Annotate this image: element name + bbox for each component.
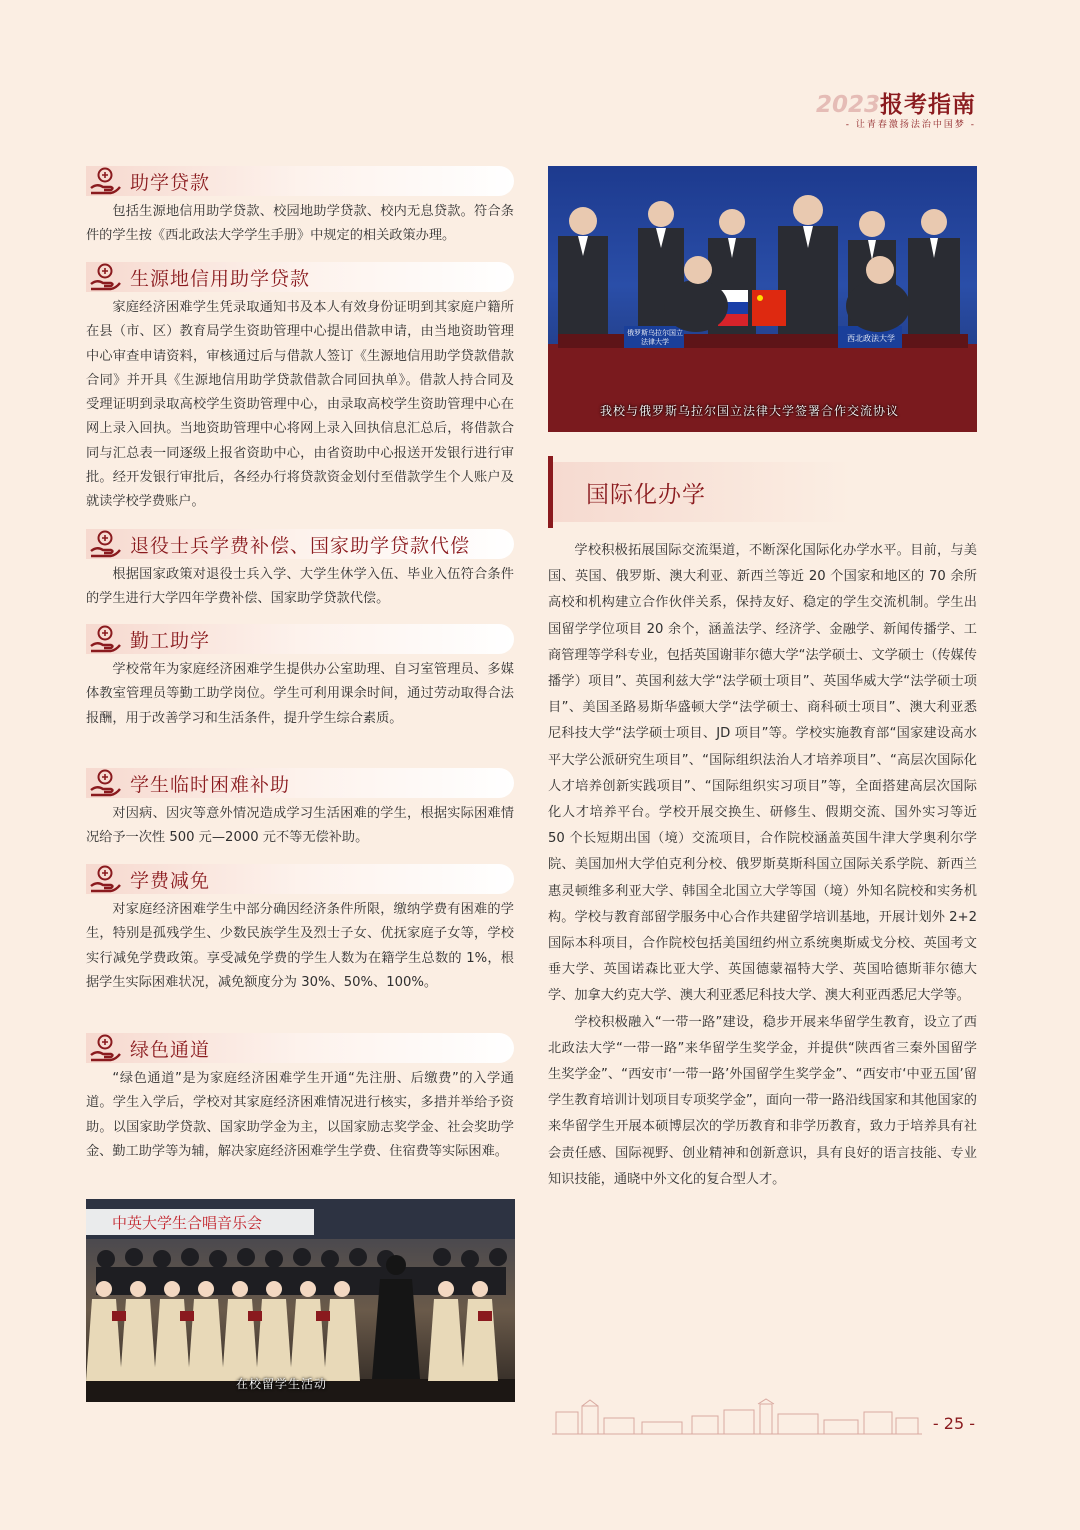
section-student-loan [86, 166, 514, 249]
section-heading [86, 1033, 514, 1063]
header-subtitle: - 让青春激扬法治中国梦 - [845, 120, 976, 130]
section-title: 学生临时困难补助 [130, 773, 291, 796]
hand-coin-icon [88, 1034, 122, 1062]
signing-caption: 我校与俄罗斯乌拉尔国立法律大学签署合作交流协议 [600, 404, 900, 418]
section-veteran-compensation [86, 529, 514, 612]
intl-paragraph: 学校积极融入“一带一路”建设，稳步开展来华留学生教育，设立了西北政法大学“一带一路”来华留学生奖学金，并提供“陕西省三秦外国留学生奖学金”、“西安市‘一带一路’外国留学生奖学金”、“西安市‘中亚五国’留学生教育培训计划项目专项奖学金”，面向一带一路沿线国家和其他国家的来华留学生开展本硕博层次的学历教育和非学历教育，致力于培养具有社会责任感、国际视野、创业精神和创新意识，具有良好的语言技能、专业知识技能，通晓中外文化的复合型人才。 [548, 1014, 977, 1187]
section-local-credit-loan [86, 262, 514, 515]
section-temporary-hardship [86, 768, 514, 851]
section-heading [86, 624, 514, 654]
sign-left: 俄罗斯乌拉尔国立法律大学 [627, 329, 683, 346]
hand-coin-icon [88, 530, 122, 558]
intl-body [548, 538, 977, 1193]
choir-photo [86, 1199, 515, 1402]
hand-coin-icon [88, 263, 122, 291]
section-title: 绿色通道 [130, 1038, 211, 1061]
sign-right: 西北政法大学 [847, 334, 895, 343]
section-heading [86, 166, 514, 196]
choir-caption: 在校留学生活动 [236, 1377, 328, 1391]
section-body: 对家庭经济困难学生中部分确因经济条件所限，缴纳学费有困难的学生，特别是孤残学生、少数民族学生及烈士子女、优抚家庭子女等，学校实行减免学费政策。享受减免学费的学生人数为在籍学生总数的 1%，根据学生实际困难状况，减免额度分为 30%、50%、100%。 [86, 902, 514, 990]
section-body: 包括生源地信用助学贷款、校园地助学贷款、校内无息贷款。符合条件的学生按《西北政法大学学生手册》中规定的相关政策办理。 [86, 204, 514, 244]
header-title-text: 报考指南 [880, 92, 976, 118]
section-body: 根据国家政策对退役士兵入学、大学生休学入伍、毕业入伍符合条件的学生进行大学四年学费补偿、国家助学贷款代偿。 [86, 567, 514, 607]
signing-photo [548, 166, 977, 432]
intl-paragraph: 学校积极拓展国际交流渠道，不断深化国际化办学水平。目前，与美国、英国、俄罗斯、澳大利亚、新西兰等近 20 个国家和地区的 70 余所高校和机构建立合作伙伴关系，保持友好、稳定的学生交流机制。学生出国留学学位项目 20 余个，涵盖法学、经济学、金融学、新闻传播学、工商管理等学科专业，包括英国谢菲尔德大学“法学硕士、文学硕士（传媒传播学）项目”、英国利兹大学“法学硕士项目”、英国华威大学“法学硕士项目”、美国圣路易斯华盛顿大学“法学硕士、商科硕士项目”、澳大利亚悉尼科技大学“法学硕士项目、JD 项目”等。学校实施教育部“国家建设高水平大学公派研究生项目”、“国际组织法治人才培养项目”、“高层次国际化人才培养创新实践项目”、“国际组织实习项目”等，全面搭建高层次国际化人才培养平台。学校开展交换生、研修生、假期交流、国外实习等近 50 个长短期出国（境）交流项目，合作院校涵盖英国牛津大学奥利尔学院、美国加州大学伯克利分校、俄罗斯莫斯科国立国际关系学院、新西兰惠灵顿维多利亚大学、韩国全北国立大学等国（境）外知名院校和实务机构。学校与教育部留学服务中心合作共建留学培训基地，开展计划外 2+2 国际本科项目，合作院校包括美国纽约州立系统奥斯威戈分校、英国考文垂大学、英国诺森比亚大学、英国德蒙福特大学、英国哈德斯菲尔德大学、加拿大约克大学、澳大利亚悉尼科技大学、澳大利亚西悉尼大学等。 [548, 543, 977, 1004]
hand-coin-icon [88, 865, 122, 893]
section-tuition-reduction [86, 864, 514, 995]
section-work-study [86, 624, 514, 731]
section-title: 生源地信用助学贷款 [130, 267, 311, 290]
choir-banner-text: 中英大学生合唱音乐会 [112, 1214, 263, 1232]
page-number: - 25 - [932, 1414, 975, 1433]
hand-coin-icon [88, 769, 122, 797]
section-heading [86, 529, 514, 559]
intl-heading [548, 456, 977, 528]
signing-illustration [548, 166, 977, 432]
hand-coin-icon [88, 625, 122, 653]
section-heading [86, 768, 514, 798]
header-year: 2023 [815, 92, 880, 118]
section-title: 退役士兵学费补偿、国家助学贷款代偿 [130, 534, 471, 557]
section-title: 助学贷款 [130, 171, 211, 194]
header-title [816, 86, 976, 119]
section-heading [86, 864, 514, 894]
campus-skyline-decoration [552, 1398, 922, 1438]
section-body: 学校常年为家庭经济困难学生提供办公室助理、自习室管理员、多媒体教室管理员等勤工助学岗位。学生可利用课余时间，通过劳动取得合法报酬，用于改善学习和生活条件，提升学生综合素质。 [86, 662, 514, 726]
intl-title: 国际化办学 [586, 482, 706, 508]
section-body: 家庭经济困难学生凭录取通知书及本人有效身份证明到其家庭户籍所在县（市、区）教育局学生资助管理中心提出借款申请，由当地资助管理中心审查申请资料，审核通过后与借款人签订《生源地信用助学贷款借款合同》并开具《生源地信用助学贷款借款合同回执单》。借款人持合同及受理证明到录取高校学生资助管理中心，由录取高校学生资助管理中心在网上录入回执。当地资助管理中心将网上录入回执信息汇总后，将借款合同与汇总表一同逐级上报省资助中心，由省资助中心报送开发银行进行审批。经开发银行审批后，各经办行将贷款资金划付至借款学生个人账户及就读学校学费账户。 [86, 300, 514, 510]
section-green-channel [86, 1033, 514, 1164]
hand-coin-icon [88, 167, 122, 195]
section-heading [86, 262, 514, 292]
section-title: 学费减免 [130, 869, 211, 892]
section-body: 对因病、因灾等意外情况造成学习生活困难的学生，根据实际困难情况给予一次性 500 元—2000 元不等无偿补助。 [86, 806, 514, 846]
section-body: “绿色通道”是为家庭经济困难学生开通“先注册、后缴费”的入学通道。学生入学后，学校对其家庭经济困难情况进行核实，多措并举给予资助。以国家助学贷款、国家助学金为主，以国家励志奖学金、社会奖助学金、勤工助学等为辅，解决家庭经济困难学生学费、住宿费等实际困难。 [86, 1071, 514, 1159]
section-title: 勤工助学 [130, 629, 211, 652]
